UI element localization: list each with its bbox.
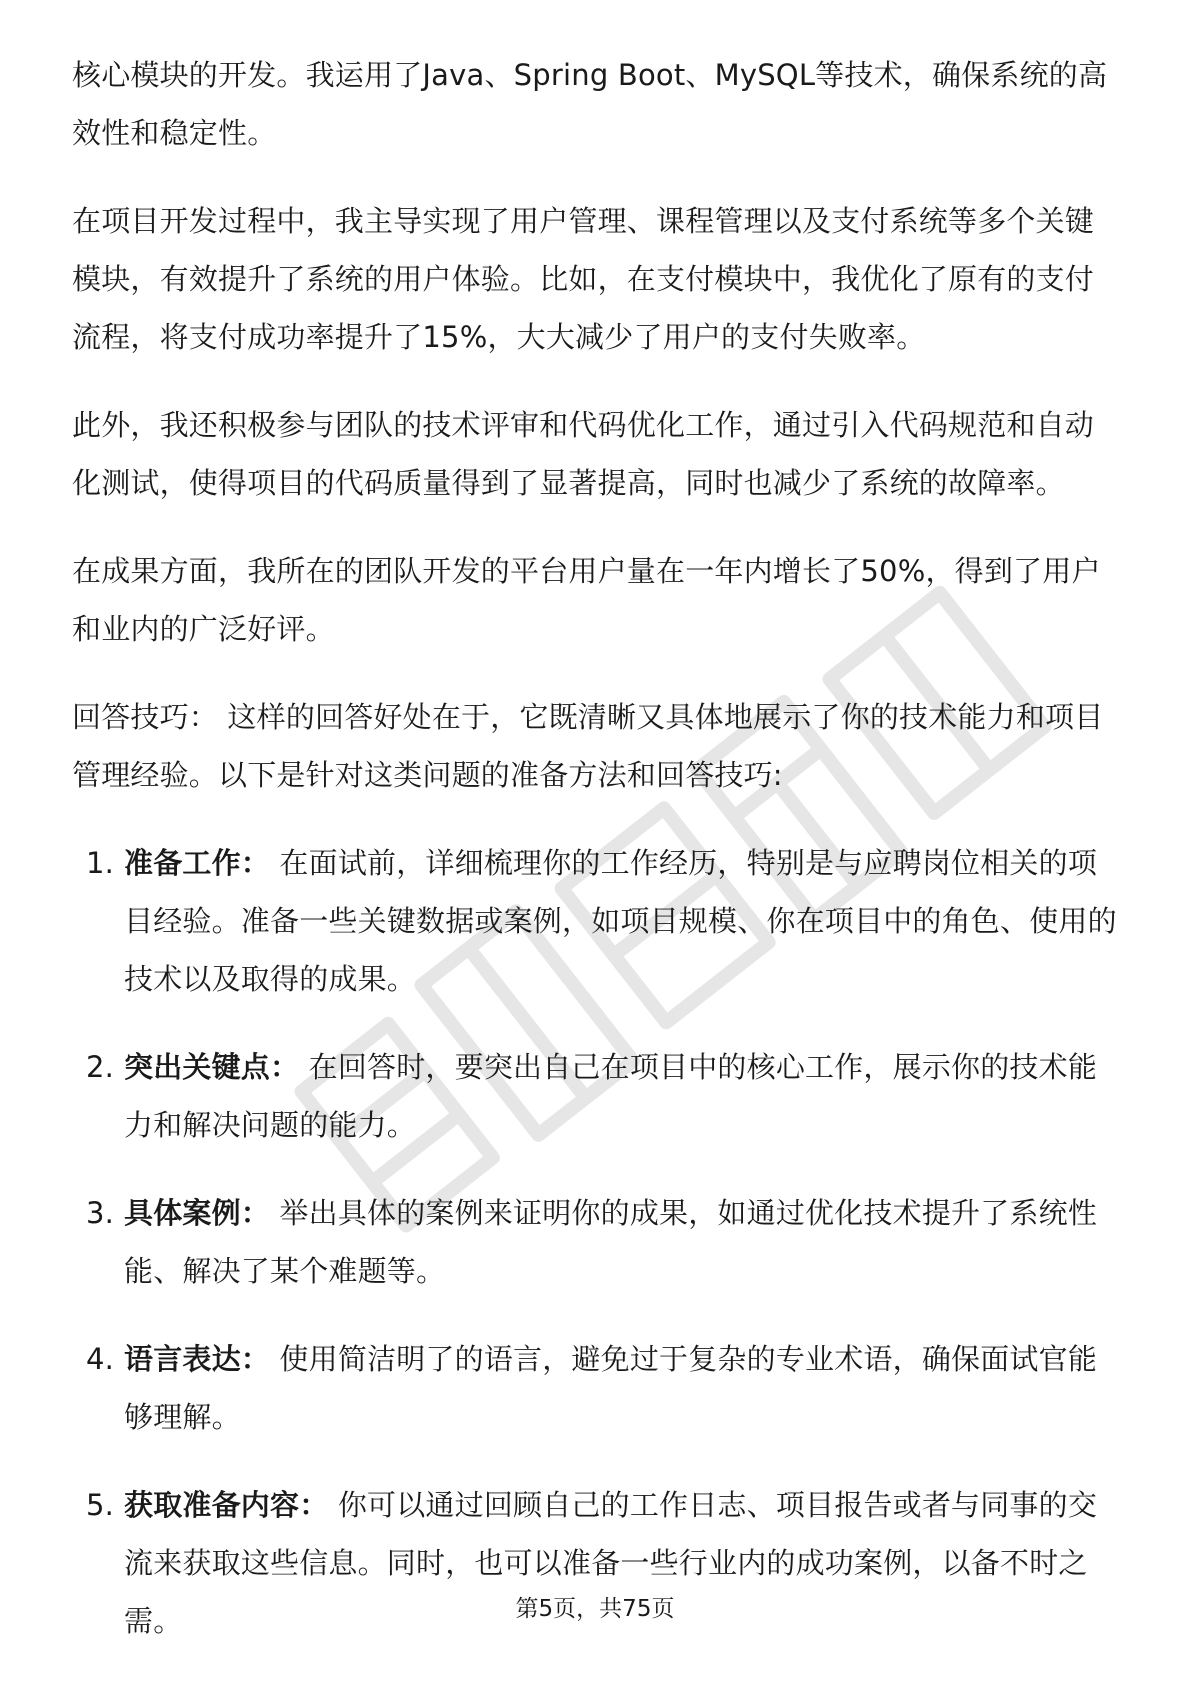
list-item-number: 5. — [86, 1488, 115, 1522]
list-item-text: 在面试前，详细梳理你的工作经历，特别是与应聘岗位相关的项目经验。准备一些关键数据或案例，如项目规模、你在项目中的角色、使用的技术以及取得的成果。 — [124, 846, 1117, 996]
list-item — [72, 1476, 1122, 1650]
page-footer — [0, 1590, 1190, 1623]
list-item-text: 使用简洁明了的语言，避免过于复杂的专业术语，确保面试官能够理解。 — [124, 1342, 1098, 1434]
list-item-number: 4. — [86, 1342, 115, 1376]
list-item-number: 3. — [86, 1196, 115, 1230]
list-item-text: 举出具体的案例来证明你的成果，如通过优化技术提升了系统性能、解决了某个难题等。 — [124, 1196, 1098, 1288]
page-number-label: 第5页，共75页 — [515, 1596, 675, 1622]
paragraph-project-development: 在项目开发过程中，我主导实现了用户管理、课程管理以及支付系统等多个关键模块，有效提升了系统的用户体验。比如，在支付模块中，我优化了原有的支付流程，将支付成功率提升了15%，大大减少了用户的支付失败率。 — [72, 204, 1095, 354]
list-item — [72, 1330, 1122, 1446]
paragraph-answer-tips: 回答技巧： 这样的回答好处在于，它既清晰又具体地展示了你的技术能力和项目管理经验。以下是针对这类问题的准备方法和回答技巧: — [72, 700, 1104, 792]
list-item-number: 1. — [86, 846, 115, 880]
document-body — [72, 46, 1122, 1680]
list-item-title: 获取准备内容： — [124, 1488, 329, 1522]
list-item-text: 在回答时，要突出自己在项目中的核心工作，展示你的技术能力和解决问题的能力。 — [124, 1050, 1098, 1142]
tips-list — [72, 834, 1122, 1650]
paragraph-results: 在成果方面，我所在的团队开发的平台用户量在一年内增长了50%，得到了用户和业内的广泛好评。 — [72, 554, 1101, 646]
list-item-title: 准备工作： — [124, 846, 271, 880]
list-item-title: 突出关键点： — [124, 1050, 300, 1084]
paragraph-code-review: 此外，我还积极参与团队的技术评审和代码优化工作，通过引入代码规范和自动化测试，使得项目的代码质量得到了显著提高，同时也减少了系统的故障率。 — [72, 408, 1095, 500]
list-item-title: 具体案例： — [124, 1196, 271, 1230]
list-item — [72, 1038, 1122, 1154]
list-item-number: 2. — [86, 1050, 115, 1084]
list-item-text: 你可以通过回顾自己的工作日志、项目报告或者与同事的交流来获取这些信息。同时，也可以准备一些行业内的成功案例，以备不时之需。 — [124, 1488, 1098, 1638]
list-item — [72, 1184, 1122, 1300]
list-item-title: 语言表达： — [124, 1342, 271, 1376]
paragraph-intro-continuation: 核心模块的开发。我运用了Java、Spring Boot、MySQL等技术，确保系统的高效性和稳定性。 — [72, 58, 1108, 150]
list-item — [72, 834, 1122, 1008]
